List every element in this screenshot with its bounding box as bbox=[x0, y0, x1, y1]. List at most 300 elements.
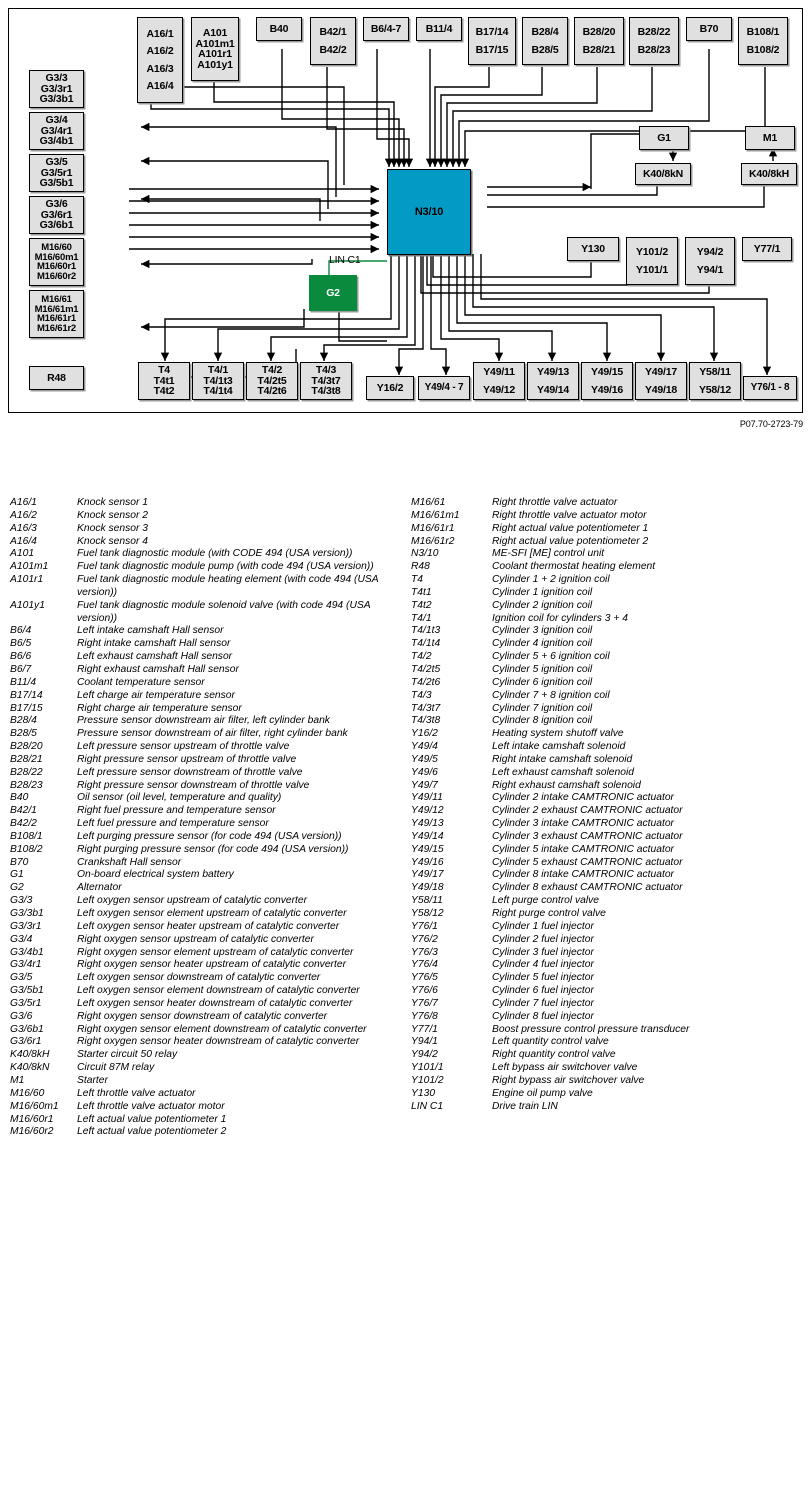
legend-description: Left oxygen sensor downstream of catalytic converter bbox=[77, 972, 321, 984]
legend-row bbox=[406, 985, 810, 998]
node-t4-2-group[interactable] bbox=[246, 362, 298, 400]
node-line: T4/3 bbox=[315, 364, 337, 377]
legend-description: Right oxygen sensor downstream of catalytic converter bbox=[77, 1010, 328, 1022]
legend-description: Left intake camshaft Hall sensor bbox=[77, 625, 224, 637]
legend-description: Left oxygen sensor heater downstream of catalytic converter bbox=[77, 997, 353, 1009]
legend-key: Y49/6 bbox=[411, 766, 438, 778]
legend-key: T4/1 bbox=[411, 612, 432, 624]
legend-description: Cylinder 7 fuel injector bbox=[492, 997, 594, 1009]
node-m1[interactable] bbox=[745, 126, 795, 150]
node-line: M16/61m1 bbox=[34, 303, 79, 315]
legend-description: Oil sensor (oil level, temperature and quality) bbox=[77, 792, 282, 804]
node-line: N3/10 bbox=[414, 205, 444, 218]
legend-description: Right pressure sensor upstream of throttle valve bbox=[77, 753, 297, 765]
legend-description: Cylinder 6 fuel injector bbox=[492, 985, 594, 997]
legend-key: B28/5 bbox=[10, 728, 37, 740]
node-g3-4-group[interactable] bbox=[29, 112, 84, 150]
legend-row bbox=[406, 548, 810, 561]
node-t4-1-group[interactable] bbox=[192, 362, 244, 400]
legend-row bbox=[406, 1036, 810, 1049]
legend-key: G1 bbox=[10, 869, 24, 881]
legend-description: Right fuel pressure and temperature sensor bbox=[77, 805, 276, 817]
wiring-diagram-panel bbox=[8, 8, 803, 413]
legend-row bbox=[0, 792, 405, 805]
legend-row bbox=[0, 651, 405, 664]
legend-description: Fuel tank diagnostic module heating element (with code 494 (USA version)) bbox=[77, 574, 379, 598]
node-t4-3-group[interactable] bbox=[300, 362, 352, 400]
legend-description: Cylinder 3 fuel injector bbox=[492, 946, 594, 958]
legend-description: Cylinder 2 fuel injector bbox=[492, 933, 594, 945]
node-y77-1[interactable] bbox=[742, 237, 792, 261]
node-line: T4t2 bbox=[153, 385, 175, 398]
legend-key: B40 bbox=[10, 792, 29, 804]
node-line: M1 bbox=[762, 131, 778, 144]
node-y49-15-group[interactable] bbox=[581, 362, 633, 400]
legend-description: Ignition coil for cylinders 3 + 4 bbox=[492, 612, 628, 624]
node-t4-group[interactable] bbox=[138, 362, 190, 400]
legend-key: Y49/7 bbox=[411, 779, 438, 791]
legend-key: T4/2t6 bbox=[411, 676, 441, 688]
node-b108-group[interactable] bbox=[738, 17, 788, 65]
node-b40[interactable] bbox=[256, 17, 302, 41]
node-line: Y49/11 bbox=[483, 366, 515, 378]
node-k40-8kn[interactable] bbox=[635, 163, 691, 185]
legend-key: Y49/12 bbox=[411, 805, 444, 817]
node-b28-20-group[interactable] bbox=[574, 17, 624, 65]
legend-description: Right oxygen sensor heater upstream of catalytic converter bbox=[77, 959, 346, 971]
legend-key: T4t1 bbox=[411, 586, 432, 598]
legend-description: Coolant temperature sensor bbox=[77, 676, 205, 688]
legend-row bbox=[406, 869, 810, 882]
legend-row bbox=[406, 677, 810, 690]
legend-description: Circuit 87M relay bbox=[77, 1062, 155, 1074]
legend-key: A101m1 bbox=[10, 561, 49, 573]
legend-description: Left oxygen sensor heater upstream of catalytic converter bbox=[77, 920, 340, 932]
legend-row bbox=[0, 600, 405, 626]
legend-description: Left bypass air switchover valve bbox=[492, 1062, 638, 1074]
node-y49-17-group[interactable] bbox=[635, 362, 687, 400]
node-b11-4[interactable] bbox=[416, 17, 462, 41]
node-line: Y101/2 bbox=[635, 246, 669, 258]
legend-key: G3/4 bbox=[10, 933, 33, 945]
legend-key: Y76/8 bbox=[411, 1010, 438, 1022]
legend-description: Cylinder 5 intake CAMTRONIC actuator bbox=[492, 843, 674, 855]
legend-description: Heating system shutoff valve bbox=[492, 728, 624, 740]
legend-row bbox=[406, 959, 810, 972]
legend-description: Cylinder 8 ignition coil bbox=[492, 715, 593, 727]
legend-description: Knock sensor 2 bbox=[77, 509, 148, 521]
legend-description: Right pressure sensor downstream of throttle valve bbox=[77, 779, 310, 791]
legend-key: G3/3b1 bbox=[10, 908, 44, 919]
legend-key: Y77/1 bbox=[411, 1023, 438, 1035]
node-b70[interactable] bbox=[686, 17, 732, 41]
node-line: G3/4 bbox=[45, 114, 68, 127]
legend-description: Right charge air temperature sensor bbox=[77, 702, 242, 714]
node-b17-group[interactable] bbox=[468, 17, 516, 65]
legend-description: Right exhaust camshaft Hall sensor bbox=[77, 663, 239, 675]
node-b28-4-group[interactable] bbox=[522, 17, 568, 65]
legend-key: B108/2 bbox=[10, 843, 43, 855]
node-line: T4/1t4 bbox=[203, 385, 233, 398]
legend-row bbox=[406, 818, 810, 831]
node-line: Y49/14 bbox=[536, 383, 570, 396]
legend-row bbox=[0, 780, 405, 793]
legend-key: M16/61r1 bbox=[411, 522, 455, 534]
legend-description: Right bypass air switchover valve bbox=[492, 1074, 645, 1086]
legend-description: Right oxygen sensor element downstream of catalytic converter bbox=[77, 1023, 367, 1035]
legend-description: ME-SFI [ME] control unit bbox=[492, 548, 605, 560]
legend-key: R48 bbox=[411, 561, 430, 573]
node-a101-group[interactable] bbox=[191, 17, 239, 81]
node-a16-group[interactable] bbox=[137, 17, 183, 103]
legend-key: Y49/17 bbox=[411, 869, 444, 881]
legend-key: B28/23 bbox=[10, 779, 43, 791]
legend-row bbox=[0, 895, 405, 908]
legend-key: Y49/13 bbox=[411, 818, 444, 830]
node-line: B28/4 bbox=[531, 26, 559, 38]
legend-row bbox=[0, 754, 405, 767]
legend-key: G3/4b1 bbox=[10, 946, 44, 958]
legend-row bbox=[406, 895, 810, 908]
legend-row bbox=[0, 831, 405, 844]
legend-row bbox=[0, 728, 405, 741]
legend-key: B17/15 bbox=[10, 702, 43, 714]
legend-row bbox=[406, 638, 810, 651]
legend-key: B28/21 bbox=[10, 753, 43, 765]
legend-row bbox=[0, 1011, 405, 1024]
node-line: B108/2 bbox=[746, 43, 780, 56]
legend-row bbox=[0, 985, 405, 998]
legend-key: Y58/11 bbox=[411, 895, 443, 907]
node-line: A101m1 bbox=[195, 37, 235, 50]
node-line: G3/4b1 bbox=[39, 135, 74, 148]
node-r48[interactable] bbox=[29, 366, 84, 390]
legend-description: Right throttle valve actuator motor bbox=[492, 509, 647, 521]
legend-column-left bbox=[0, 497, 405, 1139]
legend-description: Cylinder 8 fuel injector bbox=[492, 1010, 594, 1022]
legend-description: Starter bbox=[77, 1074, 108, 1086]
legend-row bbox=[406, 844, 810, 857]
legend-row bbox=[406, 998, 810, 1011]
node-line: T4/1t3 bbox=[203, 374, 233, 387]
node-line: G3/6b1 bbox=[39, 219, 74, 232]
node-line: G3/5r1 bbox=[40, 166, 73, 179]
node-line: B6/4-7 bbox=[370, 22, 402, 35]
node-y58-group[interactable] bbox=[689, 362, 741, 400]
node-y16-2[interactable] bbox=[366, 376, 414, 400]
legend-key: K40/8kH bbox=[10, 1049, 50, 1061]
legend-key: A16/3 bbox=[10, 522, 37, 534]
legend-row bbox=[406, 613, 810, 626]
legend-row bbox=[0, 536, 405, 549]
legend-key: Y76/6 bbox=[411, 985, 438, 997]
node-line: R48 bbox=[47, 371, 66, 384]
node-line: G3/4r1 bbox=[40, 124, 73, 137]
node-line: B28/20 bbox=[582, 26, 616, 38]
node-line: Y94/2 bbox=[696, 246, 724, 258]
legend-description: Crankshaft Hall sensor bbox=[77, 856, 182, 868]
legend-description: Left exhaust camshaft solenoid bbox=[492, 766, 634, 778]
legend-key: M16/60 bbox=[10, 1087, 45, 1099]
legend-description: Cylinder 7 + 8 ignition coil bbox=[492, 689, 610, 701]
legend-key: M16/61r2 bbox=[411, 535, 455, 547]
legend-description: Knock sensor 1 bbox=[77, 497, 148, 508]
legend-key: M16/60r2 bbox=[10, 1126, 54, 1138]
legend-row bbox=[406, 600, 810, 613]
legend-key: A16/1 bbox=[10, 497, 37, 508]
legend-description: Knock sensor 3 bbox=[77, 522, 148, 534]
legend-row bbox=[0, 638, 405, 651]
legend-key: T4/2 bbox=[411, 651, 432, 663]
legend-row bbox=[0, 1062, 405, 1075]
legend-key: T4/3t8 bbox=[411, 715, 441, 727]
legend-column-right bbox=[405, 497, 810, 1139]
node-line: A16/4 bbox=[146, 80, 174, 92]
node-g3-5-group[interactable] bbox=[29, 154, 84, 192]
legend-row bbox=[0, 664, 405, 677]
node-y76[interactable] bbox=[743, 376, 797, 400]
legend-row bbox=[406, 1101, 810, 1114]
legend-row bbox=[406, 908, 810, 921]
legend-row bbox=[406, 947, 810, 960]
legend-row bbox=[0, 561, 405, 574]
legend-row bbox=[0, 857, 405, 870]
legend-row bbox=[0, 1101, 405, 1114]
node-line: M16/61r2 bbox=[36, 322, 77, 334]
legend-row bbox=[406, 1088, 810, 1101]
legend-description: Cylinder 6 ignition coil bbox=[492, 676, 593, 688]
legend-description: Cylinder 3 exhaust CAMTRONIC actuator bbox=[492, 830, 683, 842]
legend-row bbox=[0, 947, 405, 960]
node-line: M16/60 bbox=[41, 242, 72, 253]
legend-row bbox=[0, 1088, 405, 1101]
legend-row bbox=[0, 741, 405, 754]
node-line: B40 bbox=[269, 22, 289, 35]
node-y101-group[interactable] bbox=[626, 237, 678, 285]
legend-key: Y49/11 bbox=[411, 792, 443, 804]
legend-description: Cylinder 1 ignition coil bbox=[492, 586, 593, 598]
node-line: A16/2 bbox=[146, 45, 174, 57]
legend-row bbox=[406, 934, 810, 947]
legend-row bbox=[406, 1062, 810, 1075]
legend-key: Y49/18 bbox=[411, 882, 444, 894]
node-line: G1 bbox=[657, 131, 671, 144]
legend-row bbox=[0, 523, 405, 536]
node-y130[interactable] bbox=[567, 237, 619, 261]
legend-row bbox=[406, 857, 810, 870]
node-line: Y49/17 bbox=[644, 366, 678, 378]
legend-key: Y49/5 bbox=[411, 753, 438, 765]
legend-row bbox=[406, 780, 810, 793]
legend-row bbox=[406, 715, 810, 728]
node-b42-group[interactable] bbox=[310, 17, 356, 65]
node-line: M16/61 bbox=[41, 294, 72, 305]
legend-row bbox=[406, 792, 810, 805]
node-k40-8kh[interactable] bbox=[741, 163, 797, 185]
node-g1[interactable] bbox=[639, 126, 689, 150]
legend-description: Cylinder 4 ignition coil bbox=[492, 638, 593, 650]
legend-description: Pressure sensor downstream of air filter, right cylinder bank bbox=[77, 728, 348, 740]
legend-key: N3/10 bbox=[411, 548, 439, 560]
legend-key: B6/4 bbox=[10, 625, 32, 637]
node-line: Y49/12 bbox=[482, 383, 516, 396]
legend-row bbox=[0, 869, 405, 882]
legend-row bbox=[406, 574, 810, 587]
legend-key: T4/1t4 bbox=[411, 638, 441, 650]
node-line: Y49/18 bbox=[644, 383, 678, 396]
node-line: A101y1 bbox=[197, 58, 233, 71]
legend-key: B28/20 bbox=[10, 741, 43, 753]
legend-key: G3/5r1 bbox=[10, 997, 42, 1009]
node-line: G3/3 bbox=[45, 72, 68, 85]
legend-row bbox=[0, 677, 405, 690]
node-line: K40/8kH bbox=[748, 167, 790, 180]
legend-key: Y76/3 bbox=[411, 946, 438, 958]
node-line: Y49/16 bbox=[590, 383, 624, 396]
legend-key: M16/61m1 bbox=[411, 509, 460, 521]
node-line: G3/5 bbox=[45, 156, 68, 169]
legend-description: Left intake camshaft solenoid bbox=[492, 741, 626, 753]
legend-row bbox=[406, 831, 810, 844]
legend-row bbox=[0, 1114, 405, 1127]
legend-key: Y101/1 bbox=[411, 1062, 444, 1074]
legend-key: T4/3 bbox=[411, 689, 432, 701]
legend-description: Starter circuit 50 relay bbox=[77, 1049, 178, 1061]
legend-description: Left fuel pressure and temperature sensor bbox=[77, 818, 269, 830]
node-line: T4/1 bbox=[207, 364, 229, 377]
legend-row bbox=[406, 972, 810, 985]
legend-key: B28/22 bbox=[10, 766, 43, 778]
legend-description: Cylinder 5 ignition coil bbox=[492, 663, 593, 675]
legend-row bbox=[406, 510, 810, 523]
legend-row bbox=[0, 959, 405, 972]
legend-description: Left purging pressure sensor (for code 494 (USA version)) bbox=[77, 830, 342, 842]
legend-description: Cylinder 5 + 6 ignition coil bbox=[492, 651, 610, 663]
node-line: B11/4 bbox=[425, 22, 453, 35]
legend-key: Y49/14 bbox=[411, 830, 444, 842]
node-line: A101r1 bbox=[198, 48, 232, 60]
legend-row bbox=[0, 715, 405, 728]
legend-key: A16/4 bbox=[10, 535, 37, 547]
node-line: Y49/13 bbox=[536, 366, 570, 378]
legend-description: Left charge air temperature sensor bbox=[77, 689, 235, 701]
legend-row bbox=[406, 767, 810, 780]
legend-description: Left pressure sensor upstream of throttle valve bbox=[77, 741, 290, 753]
legend-key: B11/4 bbox=[10, 676, 37, 688]
legend-row bbox=[406, 1075, 810, 1088]
node-line: B28/21 bbox=[582, 43, 616, 56]
legend-key: Y94/1 bbox=[411, 1036, 438, 1048]
legend-key: G3/3 bbox=[10, 895, 33, 907]
legend-row bbox=[0, 1036, 405, 1049]
node-line: B28/22 bbox=[637, 26, 671, 38]
legend-key: Y94/2 bbox=[411, 1049, 438, 1061]
node-y49-4-7[interactable] bbox=[418, 376, 470, 400]
node-line: T4 bbox=[158, 364, 170, 377]
legend-row bbox=[406, 536, 810, 549]
node-g3-6-group[interactable] bbox=[29, 196, 84, 234]
legend-row bbox=[406, 664, 810, 677]
legend-description: Left purge control valve bbox=[492, 895, 600, 907]
legend-key: G3/5 bbox=[10, 972, 33, 984]
node-m16-61-group[interactable] bbox=[29, 290, 84, 338]
legend-row bbox=[0, 1126, 405, 1139]
legend-key: B6/7 bbox=[10, 663, 32, 675]
legend-description: Fuel tank diagnostic module pump (with code 494 (USA version)) bbox=[77, 561, 374, 573]
legend-key: B17/14 bbox=[10, 689, 43, 701]
legend-key: A101r1 bbox=[10, 574, 44, 586]
node-b28-22-group[interactable] bbox=[629, 17, 679, 65]
legend-description: Left oxygen sensor element downstream of catalytic converter bbox=[77, 985, 360, 997]
legend-description: Left throttle valve actuator bbox=[77, 1087, 196, 1099]
node-line: T4/2t5 bbox=[257, 374, 287, 387]
legend-row bbox=[406, 651, 810, 664]
node-line: T4/2t6 bbox=[257, 385, 287, 398]
legend-key: M16/60r1 bbox=[10, 1113, 54, 1125]
legend-row bbox=[406, 523, 810, 536]
legend-row bbox=[0, 844, 405, 857]
legend-row bbox=[0, 574, 405, 600]
legend-key: T4t2 bbox=[411, 599, 432, 611]
node-b6-group[interactable] bbox=[363, 17, 409, 41]
legend-description: Engine oil pump valve bbox=[492, 1087, 593, 1099]
legend-key: T4/3t7 bbox=[411, 702, 441, 714]
legend-description: Cylinder 2 ignition coil bbox=[492, 599, 593, 611]
legend-row bbox=[0, 767, 405, 780]
legend-description: Right actual value potentiometer 1 bbox=[492, 522, 649, 534]
legend-description: Cylinder 8 intake CAMTRONIC actuator bbox=[492, 869, 674, 881]
node-line: T4/2 bbox=[261, 364, 283, 377]
node-line: G3/5b1 bbox=[39, 177, 74, 190]
node-y49-11-group[interactable] bbox=[473, 362, 525, 400]
legend-description: Cylinder 1 fuel injector bbox=[492, 920, 594, 932]
legend-row bbox=[406, 587, 810, 600]
node-line: B70 bbox=[699, 22, 719, 35]
legend-row bbox=[406, 882, 810, 895]
node-y49-13-group[interactable] bbox=[527, 362, 579, 400]
node-line: G3/3b1 bbox=[39, 93, 74, 106]
node-line: G3/3r1 bbox=[40, 82, 73, 95]
node-ecu-n3-10[interactable] bbox=[387, 169, 471, 255]
node-alternator-g2[interactable] bbox=[309, 275, 357, 311]
legend-description: Cylinder 5 fuel injector bbox=[492, 972, 594, 984]
legend-key: K40/8kN bbox=[10, 1062, 50, 1074]
legend-key: M1 bbox=[10, 1074, 25, 1086]
legend-row bbox=[0, 510, 405, 523]
legend-row bbox=[0, 818, 405, 831]
node-line: Y130 bbox=[581, 242, 605, 255]
node-line: B17/14 bbox=[475, 26, 509, 38]
legend-description: Left oxygen sensor upstream of catalytic converter bbox=[77, 895, 308, 907]
legend-key: A16/2 bbox=[10, 509, 37, 521]
node-m16-60-group[interactable] bbox=[29, 238, 84, 286]
legend-row bbox=[0, 882, 405, 895]
legend-description: Left quantity control valve bbox=[492, 1036, 609, 1048]
legend-row bbox=[406, 1011, 810, 1024]
node-g3-3-group[interactable] bbox=[29, 70, 84, 108]
node-line: Y49/15 bbox=[590, 366, 624, 378]
legend-row bbox=[406, 497, 810, 510]
lin-bus-label: LIN C1 bbox=[329, 254, 361, 266]
legend-description: Right purge control valve bbox=[492, 908, 606, 919]
legend-key: G3/6b1 bbox=[10, 1023, 44, 1035]
legend-description: Drive train LIN bbox=[492, 1100, 558, 1112]
legend-key: Y49/4 bbox=[411, 741, 438, 753]
legend-row bbox=[406, 805, 810, 818]
legend-key: G3/4r1 bbox=[10, 959, 42, 971]
node-y94-group[interactable] bbox=[685, 237, 735, 285]
legend-row bbox=[0, 998, 405, 1011]
